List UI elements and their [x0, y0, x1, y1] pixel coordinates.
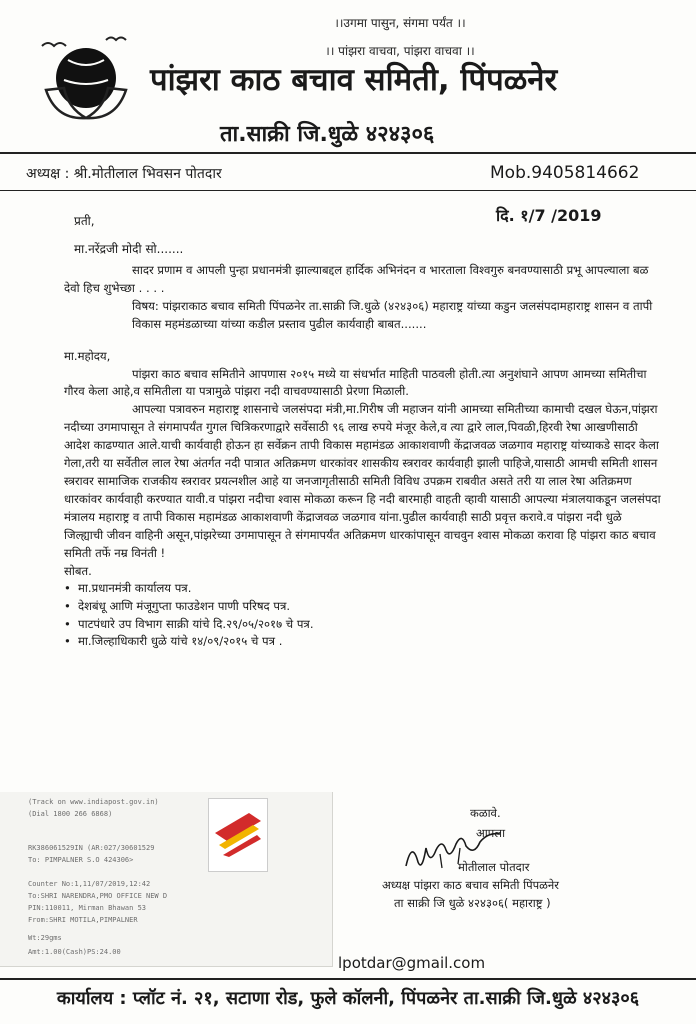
subject-paragraph: विषय: पांझराकाठ बचाव समिती पिंपळनेर ता.साक्री जि.धुळे (४२४३०६) महाराष्ट्र यांच्या कडुन जलसंपदामहाराष्ट्र शासन व तापी विकास महमंडळाच्या यांच्या कडील प्रस्ताव पुढील कार्यवाही बाबत....... [132, 298, 653, 331]
enclosures-list [64, 580, 664, 650]
email-address: lpotdar@gmail.com [338, 954, 486, 972]
receipt-line: (Dial 1800 266 6868) [28, 810, 113, 818]
signatory-name: मोतीलाल पोतदार [458, 860, 530, 874]
paragraph-1: पांझरा काठ बचाव समितीने आपणास २०१५ मध्ये या संधर्भात माहिती पाठवली होती.त्या अनुशंघाने आपण आमच्या समितीचा गौरव केला आहे,व समितीला या पत्रामुळे पांझरा नदी वाचवण्यासाठी प्रेरणा मिळाली. [64, 366, 647, 399]
enclosure-item: • देशबंधू आणि मंजूगुप्ता फाउडेशन पाणी परिषद पत्र. [64, 598, 664, 616]
receipt-line: Counter No:1,11/07/2019,12:42 [28, 880, 151, 888]
footer-rule [0, 978, 696, 980]
office-address: कार्यालय : प्लॉट नं. २१, सटाणा रोड, फुले कॉलनी, पिंपळनेर ता.साक्री जि.धुळे ४२४३०६ [56, 988, 640, 1009]
recipient-line: मा.नरेंद्रजी मोदी सो....... [74, 242, 184, 256]
motto-line-2: ।। पांझरा वाचवा, पांझरा वाचवा ।। [325, 44, 475, 58]
signatory-address: ता साक्री जि धुळे ४२४३०६( महाराष्ट्र ) [394, 896, 551, 910]
signatory-title: अध्यक्ष पांझरा काठ बचाव समिती पिंपळनेर [382, 878, 559, 892]
paragraph-2: आपल्या पत्रावरुन महाराष्ट्र शासनाचे जलसंपदा मंत्री,मा.गिरीष जी महाजन यांनी आमच्या समितीच्या कामाची दखल घेऊन,पांझरा नदीच्या उगमापासून ते संगमापर्यंत गुगल चित्रिकरणाद्वारे सर्वेसाठी ९६ लाख रुपये मंजूर केले,व त्या द्वारे लाल,पिवळी,हिरवी रेषा आखणीसाठी आदेश काढण्यात आले.याची कार्यवाही होऊन हा सर्वेक्रन तापी विकास महामंडळ आकाशवाणी केंद्राजवळ जळगाव महाराष्ट्र यांच्याकडे सादर केला गेला,तरी या सर्वेतील लाल रेषा अंतर्गत नदी पात्रात अतिक्रमण धारकांवर शासकीय स्त्ररावर कार्यवाही झाली पाहिजे,यासाठी आमची समिती शासन स्त्ररावर सामाजिक राजकीय स्त्ररावर प्रयत्नशील आहे या जनजागृतीसाठी समिती विविध उपक्रम राबवीत असते तरी या लाल रेषा अतिक्रमण धारकांवर कार्यवाही करण्यात यावी.व पांझरा नदीचा श्वास मोकळा करून हि नदी बारमाही वाहती व्हावी यासाठी आपल्या मंत्रालयाकडून जलसंपदा मंत्रालय महाराष्ट्र व तापी विकास महामंडळ आकाशवाणी केंद्राजवळ जळगाव यांना.पुढील कार्यवाही साठी प्रवृत्त करावे.व पांझरा नदी धुळे जिल्ह्याची जीवन वाहिनी असून,पांझरेच्या उगमापासून ते संगमापर्यंत अतिक्रमण धारकांपासून वाचवुन श्वास मोकळा करावा हि पांझरा काठ बचाव समिती तर्फे नम्र विनंती ! [64, 402, 661, 560]
receipt-line: Amt:1.00(Cash)PS:24.00 [28, 948, 121, 956]
india-post-logo [208, 798, 268, 872]
greeting-paragraph: सादर प्रणाम व आपली पुन्हा प्रधानमंत्री झाल्याबद्दल हार्दिक अभिनंदन व भारताला विश्वगुरु बनवण्यासाठी प्रभू आपल्याला बळ देवो हिच शुभेच्छा . . . . [64, 263, 649, 295]
receipt-line: RK386061529IN (AR:027/30601529 [28, 844, 155, 852]
letter-body [64, 262, 664, 651]
receipt-line: PIN:110011, Mirman Bhawan 53 [28, 904, 147, 912]
header-rule-top [0, 152, 696, 154]
organization-address: ता.साक्री जि.धुळे ४२४३०६ [220, 122, 435, 147]
to-line: प्रती, [74, 214, 95, 228]
receipt-line: (Track on www.indiapost.gov.in) [28, 798, 159, 806]
salutation: मा.महोदय, [64, 348, 111, 363]
president-line: अध्यक्ष : श्री.मोतीलाल भिवसन पोतदार [26, 166, 222, 182]
header-rule-bottom [0, 190, 696, 191]
mobile-number: Mob.9405814662 [490, 163, 640, 183]
closing-line-2: आपला [476, 826, 506, 840]
receipt-line: To: PIMPALNER S.O 424306> [28, 856, 134, 864]
closing-line-1: कळावे. [470, 806, 501, 820]
enclosure-item: • मा.प्रधानमंत्री कार्यालय पत्र. [64, 580, 664, 598]
receipt-line: From:SHRI MOTILA,PIMPALNER [28, 916, 138, 924]
motto-line-1: ।।उगमा पासुन, संगमा पर्यंत ।। [334, 16, 466, 30]
organization-name: पांझरा काठ बचाव समिती, पिंपळनेर [150, 62, 558, 98]
receipt-line: To:SHRI NARENDRA,PMO OFFICE NEW D [28, 892, 168, 900]
enclosure-item: • पाटपंधारे उप विभाग साक्री यांचे दि.२९/०५/२०१७ चे पत्र. [64, 616, 664, 634]
receipt-line: Wt:29gms [28, 934, 62, 942]
enclosures-heading: सोबत. [64, 563, 92, 578]
postal-receipt [0, 792, 333, 967]
enclosure-item: • मा.जिल्हाधिकारी धुळे यांचे १४/०९/२०१५ चे पत्र . [64, 633, 664, 651]
logo [28, 20, 138, 132]
letter-date: दि. १/7 /2019 [496, 206, 602, 225]
